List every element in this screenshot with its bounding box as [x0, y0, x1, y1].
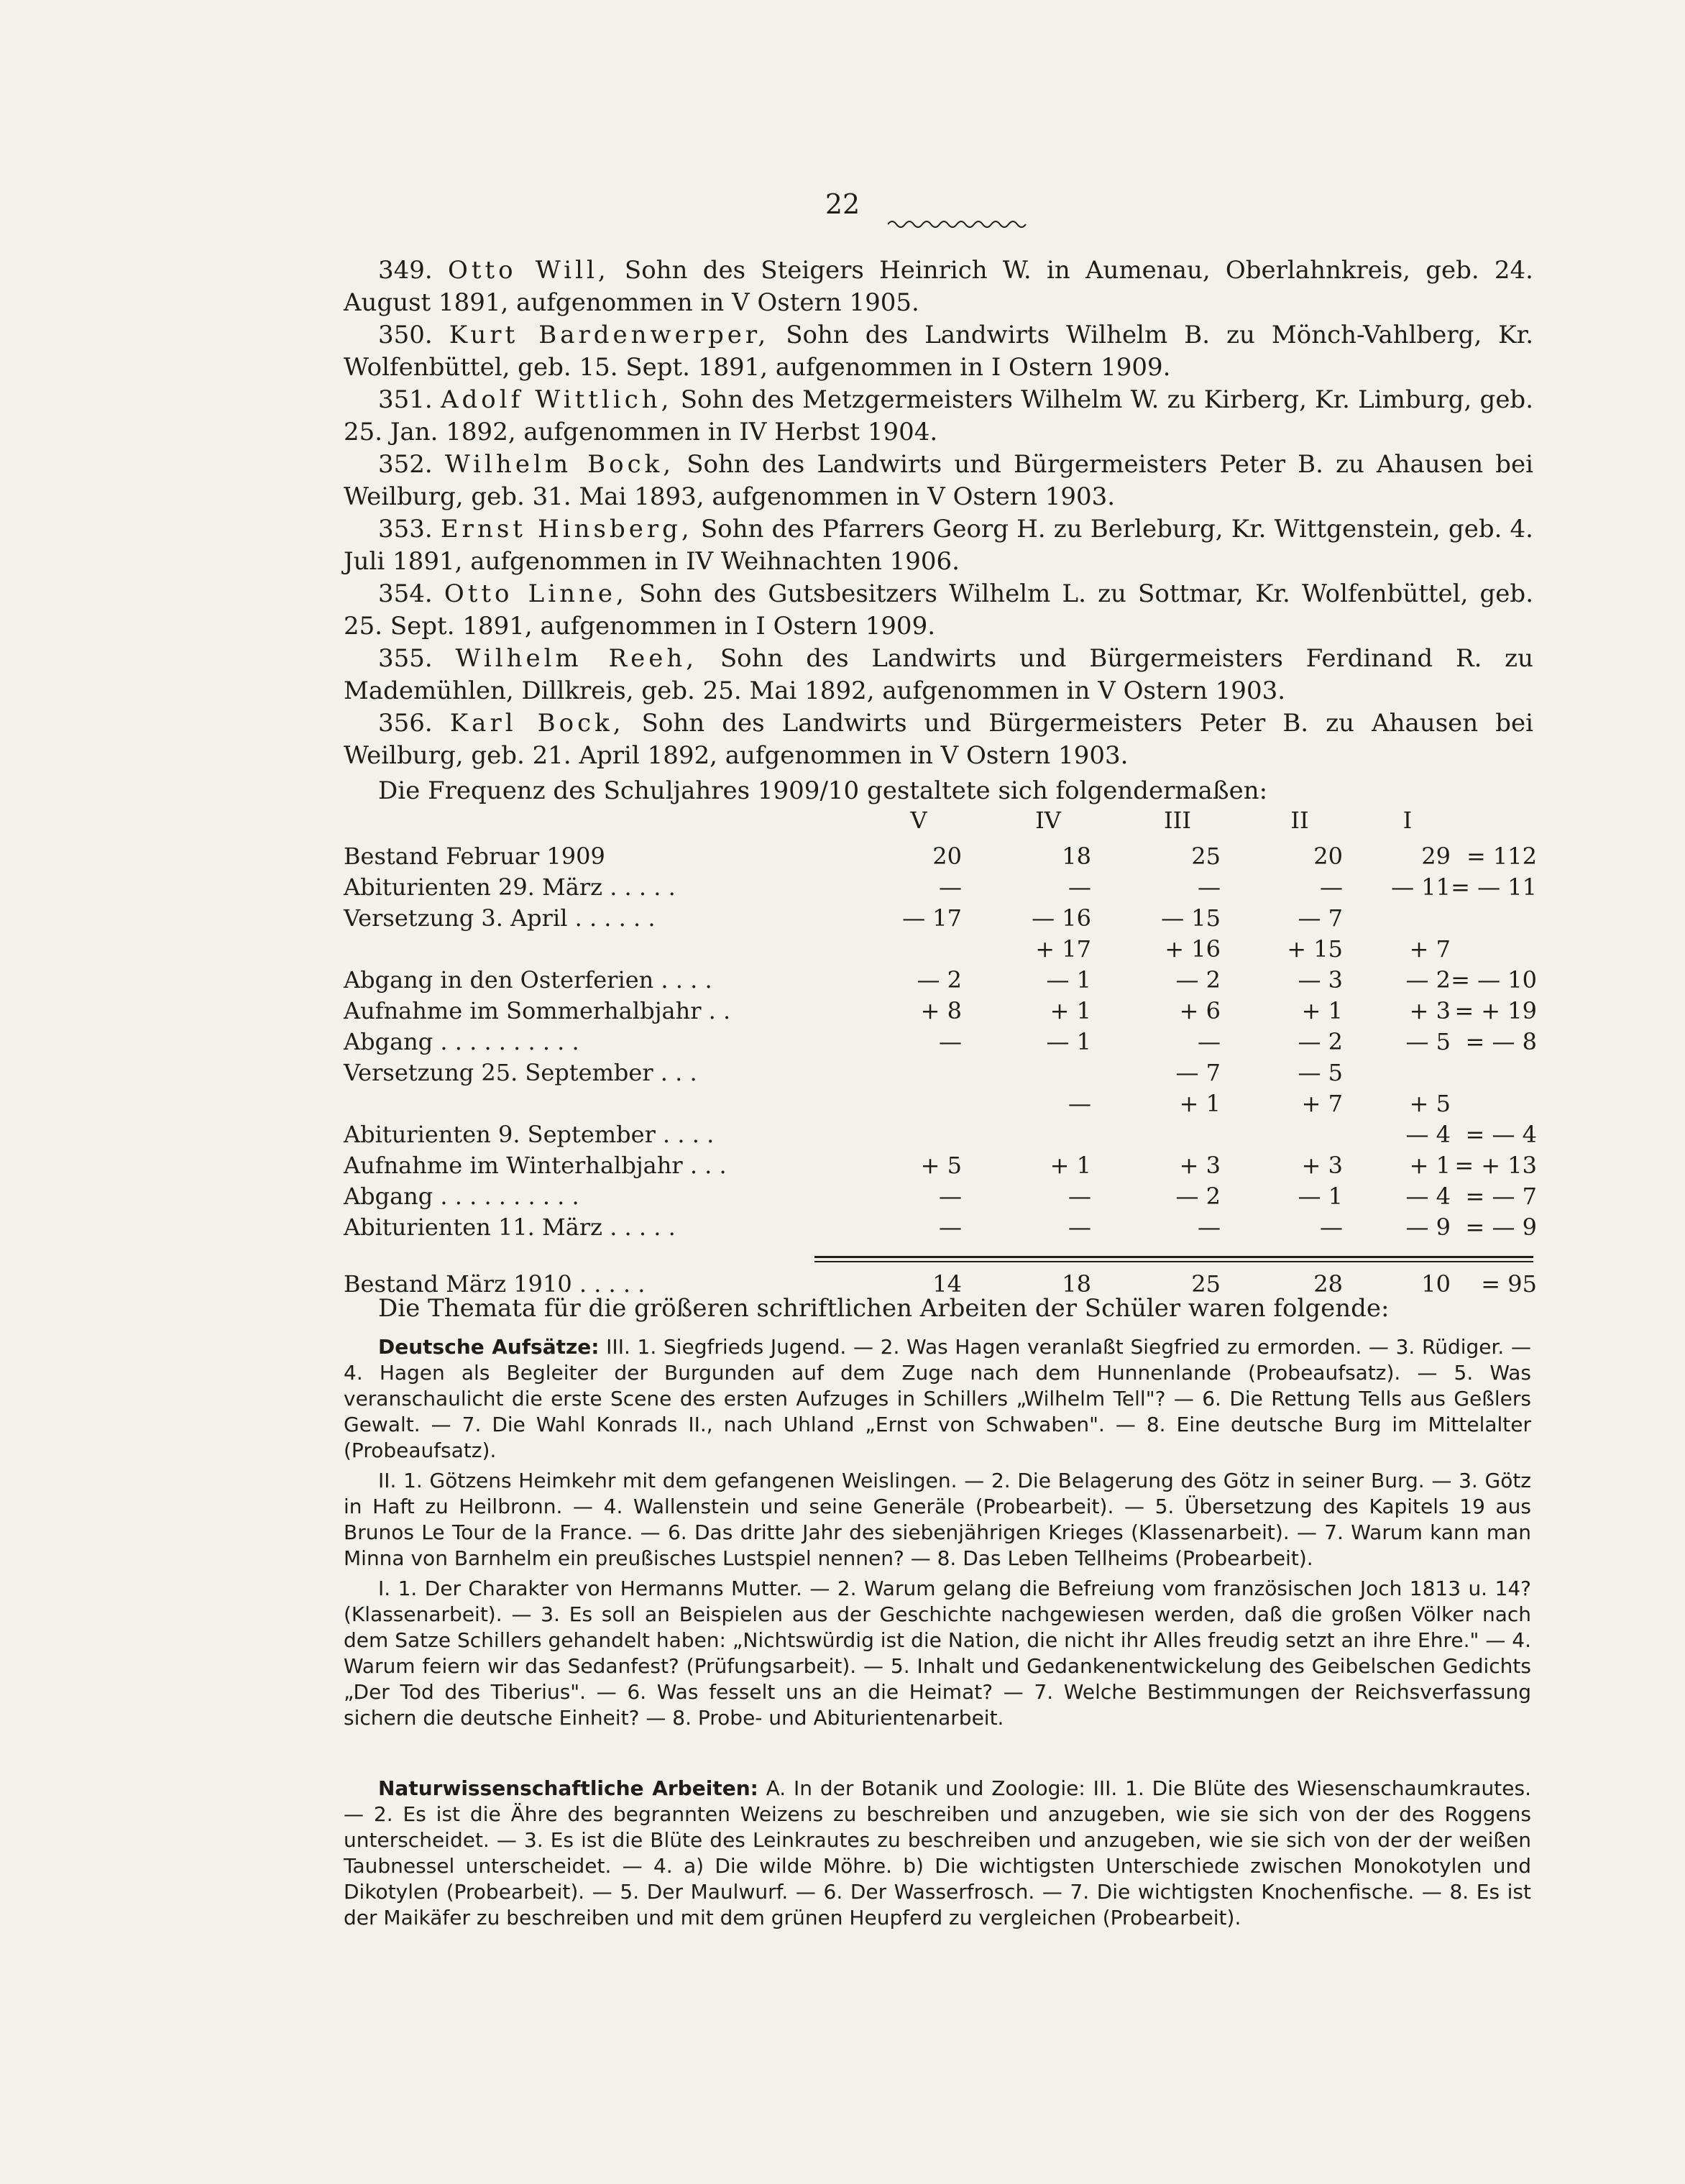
row-label: Bestand Februar 1909: [344, 843, 605, 870]
table-row: [344, 843, 1537, 874]
table-cell: + 1: [1050, 997, 1091, 1024]
table-cell: = — 4: [1465, 1121, 1537, 1148]
entry-text: Sohn des Landwirts Wilhelm B. zu Mönch-Vahlberg, Kr. Wolfenbüttel, geb. 15. Sept. 1891, aufgenommen in I Ostern 1909.: [344, 321, 1533, 382]
entry-349: [344, 254, 1533, 319]
science-works-text: A. In der Botanik und Zoologie: III. 1. Die Blüte des Wiesenschaumkrautes. — 2. Es ist die Ähre des begrannten Weizens zu beschreiben und anzugeben, wie sie sich von der des Roggens unterscheidet. — 3. Es ist die Blüte des Leinkrautes zu beschreiben und anzugeben, wie sie sich von der der weißen Taubnessel unterscheidet. — 4. a) Die wilde Möhre. b) Die wichtigsten Unterschiede zwischen Monokotylen und Dikotylen (Probearbeit). — 5. Der Maulwurf. — 6. Der Wasserfrosch. — 7. Die wichtigsten Knochenfische. — 8. Es ist der Maikäfer zu beschreiben und mit dem grünen Heupferd zu vergleichen (Probearbeit).: [344, 1776, 1531, 1930]
entry-name: Adolf Wittlich,: [440, 385, 673, 414]
table-cell: — 2: [1405, 966, 1451, 994]
column-header: III: [1164, 807, 1191, 834]
sum-rule: [814, 1256, 1533, 1258]
sum-rule: [814, 1261, 1533, 1262]
table-cell: + 1: [1050, 1152, 1091, 1179]
table-cell: = — 10: [1451, 966, 1537, 994]
table-cell: = 95: [1481, 1270, 1537, 1298]
entry-351: [344, 384, 1533, 449]
column-header: V: [910, 807, 927, 834]
table-cell: 18: [1062, 843, 1091, 870]
table-cell: — 5: [1405, 1028, 1451, 1055]
table-cell: + 1: [1179, 1090, 1221, 1117]
table-cell: + 17: [1035, 935, 1091, 963]
table-cell: + 3: [1409, 997, 1451, 1024]
table-cell: = — 8: [1465, 1028, 1537, 1055]
table-row: [344, 935, 1537, 967]
table-row: [344, 1059, 1537, 1091]
table-cell: — 17: [902, 904, 962, 932]
row-label: Abiturienten 29. März . . . . .: [344, 873, 676, 901]
entry-356: [344, 707, 1533, 772]
table-cell: — 1: [1046, 966, 1091, 994]
table-cell: — 2: [1298, 1028, 1343, 1055]
table-cell: + 3: [1179, 1152, 1221, 1179]
table-cell: + 1: [1301, 997, 1343, 1024]
table-cell: — 16: [1032, 904, 1091, 932]
german-essays-ii: II. 1. Götzens Heimkehr mit dem gefangenen Weislingen. — 2. Die Belagerung des Götz in seiner Burg. — 3. Götz in Haft zu Heilbronn. — 4. Wallenstein und seine Generäle (Probearbeit). — 5. Übersetzung des Kapitels 19 aus Brunos Le Tour de la France. — 6. Das dritte Jahr des siebenjährigen Krieges (Klassenarbeit). — 7. Warum kann man Minna von Barnhelm ein preußisches Lustspiel nennen? — 8. Das Leben Tellheims (Probearbeit).: [344, 1469, 1531, 1570]
entry-352: [344, 449, 1533, 513]
science-works-lead: Naturwissenschaftliche Arbeiten:: [378, 1776, 758, 1800]
row-label: Versetzung 3. April . . . . . .: [344, 904, 656, 932]
entry-number: 349.: [378, 256, 433, 285]
table-row: [344, 1028, 1537, 1060]
table-cell: — 2: [1175, 1183, 1221, 1210]
entry-number: 351.: [378, 385, 433, 414]
table-cell: + 16: [1165, 935, 1221, 963]
table-row: [344, 997, 1537, 1029]
table-cell: 29: [1421, 843, 1451, 870]
entry-name: Karl Bock,: [449, 709, 625, 738]
table-cell: = — 9: [1465, 1213, 1537, 1241]
table-cell: — 5: [1298, 1059, 1343, 1086]
table-cell: + 5: [920, 1152, 962, 1179]
table-cell: —: [939, 1183, 962, 1210]
table-cell: —: [1068, 1090, 1091, 1117]
row-label: Bestand März 1910 . . . . .: [344, 1270, 646, 1298]
table-cell: 25: [1191, 843, 1221, 870]
table-cell: 20: [932, 843, 962, 870]
table-cell: + 7: [1301, 1090, 1343, 1117]
wavy-ornament-icon: [888, 216, 1032, 233]
entry-text: Sohn des Gutsbesitzers Wilhelm L. zu Sottmar, Kr. Wolfenbüttel, geb. 25. Sept. 1891, aufgenommen in I Ostern 1909.: [344, 579, 1534, 641]
table-cell: — 7: [1175, 1059, 1221, 1086]
row-label: Abiturienten 11. März . . . . .: [344, 1213, 676, 1241]
entry-text: Sohn des Landwirts und Bürgermeisters Peter B. zu Ahausen bei Weilburg, geb. 21. April 1892, aufgenommen in V Ostern 1903.: [344, 709, 1533, 770]
table-row: [344, 1183, 1537, 1214]
table-cell: —: [1068, 1183, 1091, 1210]
table-cell: —: [939, 873, 962, 901]
german-essays-text: III. 1. Siegfrieds Jugend. — 2. Was Hagen veranlaßt Siegfried zu ermorden. — 3. Rüdiger. — 4. Hagen als Begleiter der Burgunden auf dem Zuge nach dem Hunnenlande (Probeaufsatz). — 5. Was veranschaulicht die erste Scene des ersten Aufzuges in Schillers „Wilhelm Tell"? — 6. Die Rettung Tells aus Geßlers Gewalt. — 7. Die Wahl Konrads II., nach Uhland „Ernst von Schwaben". — 8. Eine deutsche Burg im Mittelalter (Probeaufsatz).: [344, 1335, 1532, 1462]
table-row: [344, 966, 1537, 998]
entry-name: Otto Will,: [447, 256, 610, 285]
row-label: Abgang . . . . . . . . . .: [344, 1028, 579, 1055]
table-cell: = + 19: [1454, 997, 1537, 1024]
entry-353: [344, 513, 1533, 578]
entry-355: [344, 643, 1533, 707]
table-cell: —: [1198, 873, 1221, 901]
table-cell: 28: [1313, 1270, 1343, 1298]
table-cell: 25: [1191, 1270, 1221, 1298]
entry-name: Wilhelm Bock,: [444, 450, 675, 479]
table-cell: —: [1320, 873, 1343, 901]
table-cell: — 1: [1046, 1028, 1091, 1055]
table-cell: = 112: [1466, 843, 1537, 870]
entry-text: Sohn des Pfarrers Georg H. zu Berleburg, Kr. Wittgenstein, geb. 4. Juli 1891, aufgenommen in IV Weihnachten 1906.: [344, 515, 1533, 576]
row-label: Versetzung 25. September . . .: [344, 1059, 697, 1086]
frequency-table: [344, 807, 1537, 1310]
table-cell: + 5: [1409, 1090, 1451, 1117]
table-cell: — 2: [917, 966, 962, 994]
page-number: 22: [825, 188, 860, 220]
entry-number: 352.: [378, 450, 433, 479]
german-essays-iii: [344, 1334, 1531, 1464]
table-cell: —: [1068, 873, 1091, 901]
student-entries: [344, 254, 1533, 772]
table-cell: + 1: [1409, 1152, 1451, 1179]
table-cell: — 11: [1391, 873, 1451, 901]
row-label: Abgang . . . . . . . . . .: [344, 1183, 579, 1210]
table-cell: —: [939, 1028, 962, 1055]
entry-name: Otto Linne,: [444, 579, 628, 608]
themes-intro: Die Themata für die größeren schriftlichen Arbeiten der Schüler waren folgende:: [378, 1294, 1390, 1323]
table-row: [344, 904, 1537, 936]
row-label: Abgang in den Osterferien . . . .: [344, 966, 712, 994]
table-cell: — 3: [1298, 966, 1343, 994]
table-cell: — 1: [1298, 1183, 1343, 1210]
table-cell: —: [1320, 1213, 1343, 1241]
frequency-intro: Die Frequenz des Schuljahres 1909/10 gestaltete sich folgendermaßen:: [378, 776, 1268, 805]
table-cell: — 4: [1405, 1183, 1451, 1210]
table-row: [344, 1152, 1537, 1183]
entry-number: 350.: [378, 321, 433, 349]
entry-text: Sohn des Landwirts und Bürgermeisters Peter B. zu Ahausen bei Weilburg, geb. 31. Mai 1893, aufgenommen in V Ostern 1903.: [344, 450, 1533, 511]
entry-text: Sohn des Landwirts und Bürgermeisters Ferdinand R. zu Mademühlen, Dillkreis, geb. 25. Mai 1892, aufgenommen in V Ostern 1903.: [344, 644, 1533, 705]
entry-number: 353.: [378, 515, 433, 543]
table-cell: — 9: [1405, 1213, 1451, 1241]
table-cell: + 6: [1179, 997, 1221, 1024]
entry-number: 356.: [378, 709, 433, 738]
table-cell: — 4: [1405, 1121, 1451, 1148]
table-cell: —: [1198, 1213, 1221, 1241]
table-cell: = — 11: [1451, 873, 1537, 901]
table-row: [344, 873, 1537, 905]
column-header: IV: [1035, 807, 1061, 834]
column-header: II: [1290, 807, 1309, 834]
table-cell: 14: [932, 1270, 962, 1298]
science-works-paragraph: [344, 1776, 1531, 1931]
table-cell: + 15: [1287, 935, 1343, 963]
table-cell: 10: [1421, 1270, 1451, 1298]
row-label: Aufnahme im Sommerhalbjahr . .: [344, 997, 731, 1024]
table-cell: + 7: [1409, 935, 1451, 963]
table-row: [344, 1121, 1537, 1152]
table-cell: — 7: [1298, 904, 1343, 932]
science-works: [344, 1776, 1531, 1935]
german-essays-lead: Deutsche Aufsätze:: [378, 1335, 600, 1359]
entry-text: Sohn des Metzgermeisters Wilhelm W. zu Kirberg, Kr. Limburg, geb. 25. Jan. 1892, aufgenommen in IV Herbst 1904.: [344, 385, 1534, 446]
entry-name: Kurt Bardenwerper,: [449, 321, 770, 349]
entry-name: Ernst Hinsberg,: [440, 515, 693, 543]
table-cell: —: [939, 1213, 962, 1241]
entry-text: Sohn des Steigers Heinrich W. in Aumenau, Oberlahnkreis, geb. 24. August 1891, aufgenommen in V Ostern 1905.: [344, 256, 1533, 317]
row-label: Abiturienten 9. September . . . .: [344, 1121, 715, 1148]
table-cell: — 15: [1161, 904, 1221, 932]
table-cell: = — 7: [1465, 1183, 1537, 1210]
row-label: Aufnahme im Winterhalbjahr . . .: [344, 1152, 727, 1179]
table-cell: + 8: [920, 997, 962, 1024]
entry-350: [344, 319, 1533, 384]
german-essays-i: I. 1. Der Charakter von Hermanns Mutter. — 2. Warum gelang die Befreiung vom französischen Joch 1813 u. 14? (Klassenarbeit). — 3. Es soll an Beispielen aus der Geschichte nachgewiesen werden, daß die großen Völker nach dem Satze Schillers gehandelt haben: „Nichtswürdig ist die Nation, die nicht ihr Alles freudig setzt an ihre Ehre." — 4. Warum feiern wir das Sedanfest? (Prüfungsarbeit). — 5. Inhalt und Gedankenentwickelung des Geibelschen Gedichts „Der Tod des Tiberius". — 6. Was fesselt uns an die Heimat? — 7. Welche Bestimmungen der Reichsverfassung sichern die deutsche Einheit? — 8. Probe- und Abiturientenarbeit.: [344, 1577, 1531, 1730]
table-cell: 20: [1313, 843, 1343, 870]
entry-354: [344, 578, 1533, 643]
table-cell: 18: [1062, 1270, 1091, 1298]
entry-name: Wilhelm Reeh,: [455, 644, 698, 673]
table-cell: = + 13: [1454, 1152, 1537, 1179]
table-cell: + 3: [1301, 1152, 1343, 1179]
column-header: I: [1402, 807, 1413, 834]
table-cell: — 2: [1175, 966, 1221, 994]
table-row: [344, 1090, 1537, 1121]
entry-number: 355.: [378, 644, 433, 673]
german-essays: [344, 1334, 1531, 1735]
table-cell: —: [1068, 1213, 1091, 1241]
table-cell: —: [1198, 1028, 1221, 1055]
table-row: [344, 1213, 1537, 1245]
entry-number: 354.: [378, 579, 433, 608]
